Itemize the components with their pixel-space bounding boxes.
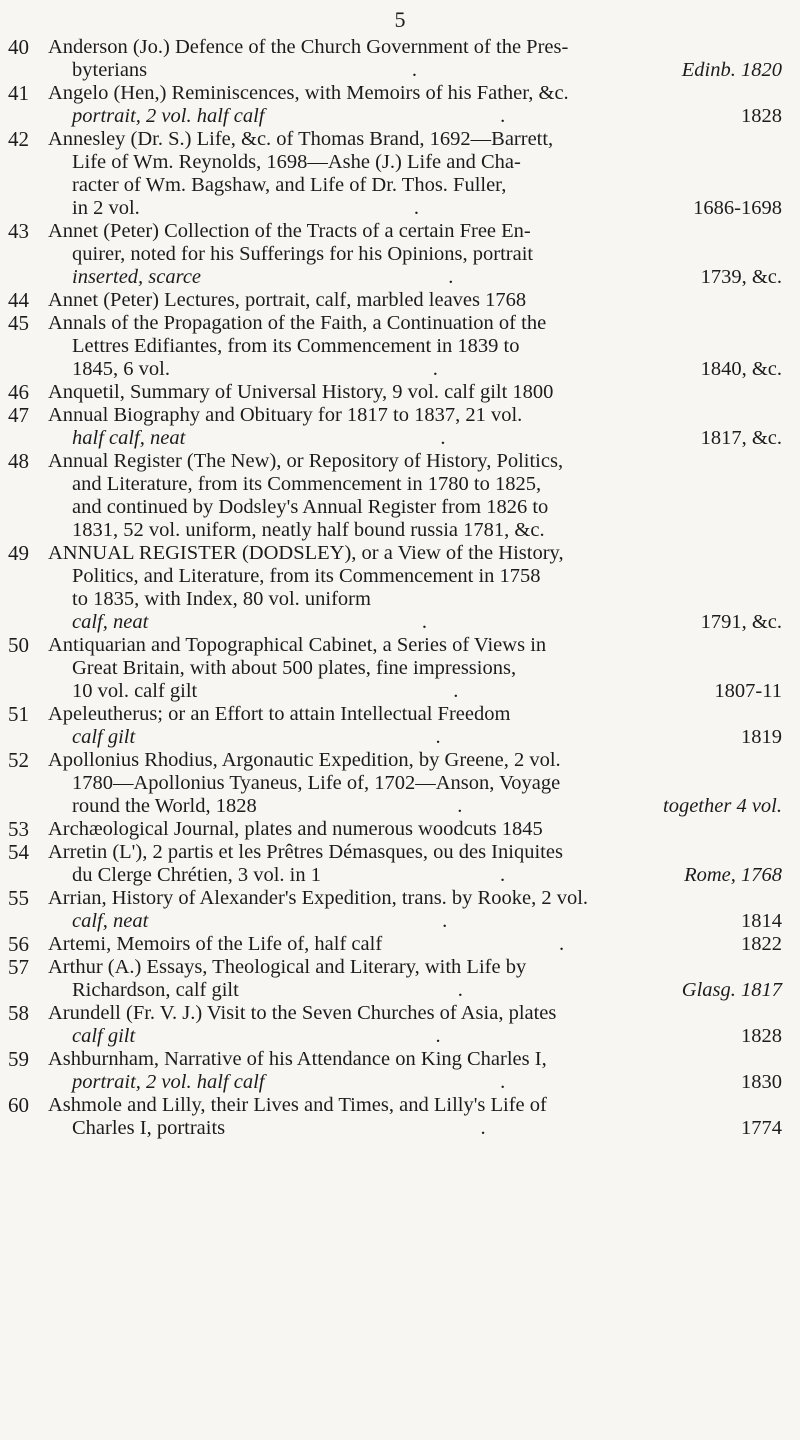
entry-number: 47 xyxy=(8,403,29,427)
leader-dot: . xyxy=(457,795,463,817)
entry-date: 1807-11 xyxy=(714,680,782,702)
entry-imprint xyxy=(0,680,800,703)
entry-description: byterians xyxy=(72,59,148,81)
entry-date: 1791, &c. xyxy=(700,611,782,633)
leader-dot: . xyxy=(500,105,506,127)
catalogue-entry-46 xyxy=(0,381,800,404)
catalogue-entry-50 xyxy=(0,634,800,703)
entry-text-continued: quirer, noted for his Sufferings for his Opinions, portrait xyxy=(72,243,534,265)
entry-number: 60 xyxy=(8,1093,29,1117)
entry-text: Anquetil, Summary of Universal History, 9 vol. calf gilt 1800 xyxy=(48,381,554,403)
entry-imprint xyxy=(0,1117,800,1140)
entry-text: Angelo (Hen,) Reminiscences, with Memoirs of his Father, &c. xyxy=(48,82,569,104)
entry-description: 10 vol. calf gilt xyxy=(72,680,198,702)
entry-text: Arthur (A.) Essays, Theological and Literary, with Life by xyxy=(48,956,527,978)
entry-date: 1822 xyxy=(741,933,782,955)
entry-imprint xyxy=(0,979,800,1002)
entry-description: calf, neat xyxy=(72,611,149,633)
entry-number: 52 xyxy=(8,748,29,772)
entry-text-continued: and Literature, from its Commencement in 1780 to 1825, xyxy=(72,473,542,495)
leader-dot: . xyxy=(411,59,418,81)
entry-number: 55 xyxy=(8,886,29,910)
entry-date: together 4 vol. xyxy=(663,795,782,817)
entry-text: Annet (Peter) Collection of the Tracts of a certain Free En- xyxy=(48,220,531,242)
entry-date: Edinb. 1820 xyxy=(681,59,782,81)
entry-text: Annet (Peter) Lectures, portrait, calf, marbled leaves 1768 xyxy=(48,289,527,311)
catalogue-entry-41 xyxy=(0,82,800,128)
entry-text-continued: Lettres Edifiantes, from its Commencement in 1839 to xyxy=(72,335,520,357)
entry-text: Annual Register (The New), or Repository of History, Politics, xyxy=(48,450,564,472)
entry-text: Anderson (Jo.) Defence of the Church Government of the Pres- xyxy=(48,36,569,58)
entry-text: Arundell (Fr. V. J.) Visit to the Seven Churches of Asia, plates xyxy=(48,1002,557,1024)
leader-dot: . xyxy=(500,1071,506,1093)
entry-imprint xyxy=(0,933,800,956)
entry-description: du Clerge Chrétien, 3 vol. in 1 xyxy=(72,864,322,886)
leader-dot: . xyxy=(432,358,438,380)
entry-number: 56 xyxy=(8,932,29,956)
entry-imprint xyxy=(0,427,800,450)
entry-text: Antiquarian and Topographical Cabinet, a Series of Views in xyxy=(48,634,547,656)
catalogue-entry-55 xyxy=(0,887,800,933)
leader-dot: . xyxy=(480,1117,486,1139)
catalogue-entry-56 xyxy=(0,933,800,956)
leader-dot: . xyxy=(448,266,454,288)
entry-imprint xyxy=(0,1025,800,1048)
entry-description: 1845, 6 vol. xyxy=(72,358,170,380)
entry-text-continued: Life of Wm. Reynolds, 1698—Ashe (J.) Life and Cha- xyxy=(72,151,521,173)
entry-imprint xyxy=(0,910,800,933)
leader-dot: . xyxy=(453,680,459,702)
entry-description: portrait, 2 vol. half calf xyxy=(72,105,265,127)
entry-text-continued: and continued by Dodsley's Annual Register from 1826 to xyxy=(72,496,549,518)
entry-imprint xyxy=(0,611,800,634)
catalogue-entry-60 xyxy=(0,1094,800,1140)
entry-date: 1830 xyxy=(741,1071,782,1093)
entry-text: ANNUAL REGISTER (DODSLEY), or a View of the History, xyxy=(48,542,564,564)
leader-dot: . xyxy=(499,864,506,886)
entry-description: Artemi, Memoirs of the Life of, half calf xyxy=(48,933,383,955)
entry-text: Ashmole and Lilly, their Lives and Times, and Lilly's Life of xyxy=(48,1094,547,1116)
entry-number: 50 xyxy=(8,633,29,657)
leader-dot: . xyxy=(435,1025,441,1047)
catalogue-entry-57 xyxy=(0,956,800,1002)
entry-date: 1814 xyxy=(741,910,782,932)
entry-number: 57 xyxy=(8,955,29,979)
entry-imprint xyxy=(0,1071,800,1094)
entry-text: Annesley (Dr. S.) Life, &c. of Thomas Brand, 1692—Barrett, xyxy=(48,128,554,150)
catalogue-entry-52 xyxy=(0,749,800,818)
catalogue-entry-53 xyxy=(0,818,800,841)
catalogue-entry-49 xyxy=(0,542,800,634)
catalogue-entry-47 xyxy=(0,404,800,450)
entry-text-continued: racter of Wm. Bagshaw, and Life of Dr. Thos. Fuller, xyxy=(72,174,507,196)
leader-dot: . xyxy=(421,611,427,633)
entry-number: 48 xyxy=(8,449,29,473)
entry-text: Arrian, History of Alexander's Expedition, trans. by Rooke, 2 vol. xyxy=(48,887,589,909)
entry-description: inserted, scarce xyxy=(72,266,202,288)
entry-date: 1686-1698 xyxy=(693,197,782,219)
entry-description: half calf, neat xyxy=(72,427,186,449)
catalogue-entry-40 xyxy=(0,36,800,82)
entry-date: 1819 xyxy=(741,726,782,748)
entry-description: portrait, 2 vol. half calf xyxy=(72,1071,265,1093)
entry-text: Apeleutherus; or an Effort to attain Intellectual Freedom xyxy=(48,703,511,725)
entry-date: 1828 xyxy=(741,105,782,127)
entry-text-continued: to 1835, with Index, 80 vol. uniform xyxy=(72,588,371,610)
entry-text-continued: 1831, 52 vol. uniform, neatly half bound russia 1781, &c. xyxy=(72,519,545,541)
entry-date: 1817, &c. xyxy=(700,427,782,449)
entry-number: 45 xyxy=(8,311,29,335)
page-number: 5 xyxy=(394,7,406,32)
entry-number: 53 xyxy=(8,817,29,841)
entry-date: Rome, 1768 xyxy=(684,864,782,886)
entry-number: 42 xyxy=(8,127,29,151)
entry-date: Glasg. 1817 xyxy=(681,979,782,1001)
entry-imprint xyxy=(0,864,800,887)
entry-date: 1739, &c. xyxy=(700,266,782,288)
entry-imprint xyxy=(0,358,800,381)
catalogue-entry-43 xyxy=(0,220,800,289)
entry-number: 49 xyxy=(8,541,29,565)
entry-description: round the World, 1828 xyxy=(72,795,257,817)
leader-dot: . xyxy=(559,933,565,955)
catalogue-entry-59 xyxy=(0,1048,800,1094)
entry-text: Archæological Journal, plates and numerous woodcuts 1845 xyxy=(48,818,543,840)
entry-number: 51 xyxy=(8,702,29,726)
entry-number: 40 xyxy=(8,35,29,59)
entry-description: Charles I, portraits xyxy=(72,1117,226,1139)
entry-text: Annals of the Propagation of the Faith, a Continuation of the xyxy=(48,312,547,334)
entry-description: calf gilt xyxy=(72,726,136,748)
catalogue-entry-42 xyxy=(0,128,800,220)
entry-date: 1774 xyxy=(741,1117,782,1139)
catalogue-entry-58 xyxy=(0,1002,800,1048)
leader-dot: . xyxy=(413,197,420,219)
catalogue-entry-54 xyxy=(0,841,800,887)
entry-description: calf gilt xyxy=(72,1025,136,1047)
entry-text: Arretin (L'), 2 partis et les Prêtres Démasques, ou des Iniquites xyxy=(48,841,563,863)
entry-number: 44 xyxy=(8,288,29,312)
entry-imprint xyxy=(0,795,800,818)
catalogue-entry-48 xyxy=(0,450,800,542)
leader-dot: . xyxy=(435,726,441,748)
entry-description: in 2 vol. xyxy=(72,197,140,219)
catalogue-list xyxy=(0,36,800,1140)
catalogue-entry-51 xyxy=(0,703,800,749)
entry-imprint xyxy=(0,726,800,749)
entry-text-continued: Politics, and Literature, from its Commencement in 1758 xyxy=(72,565,541,587)
entry-text-continued: 1780—Apollonius Tyaneus, Life of, 1702—Anson, Voyage xyxy=(72,772,561,794)
entry-number: 43 xyxy=(8,219,29,243)
leader-dot: . xyxy=(440,427,446,449)
entry-text: Annual Biography and Obituary for 1817 to 1837, 21 vol. xyxy=(48,404,523,426)
entry-imprint xyxy=(0,266,800,289)
entry-number: 46 xyxy=(8,380,29,404)
entry-description: Richardson, calf gilt xyxy=(72,979,239,1001)
entry-description: calf, neat xyxy=(72,910,149,932)
entry-imprint xyxy=(0,197,800,220)
entry-number: 59 xyxy=(8,1047,29,1071)
leader-dot: . xyxy=(442,910,448,932)
entry-number: 58 xyxy=(8,1001,29,1025)
catalogue-entry-45 xyxy=(0,312,800,381)
leader-dot: . xyxy=(457,979,463,1001)
entry-date: 1840, &c. xyxy=(700,358,782,380)
entry-imprint xyxy=(0,59,800,82)
entry-date: 1828 xyxy=(741,1025,782,1047)
entry-number: 41 xyxy=(8,81,29,105)
entry-number: 54 xyxy=(8,840,29,864)
entry-text: Ashburnham, Narrative of his Attendance on King Charles I, xyxy=(48,1048,547,1070)
entry-imprint xyxy=(0,105,800,128)
entry-text: Apollonius Rhodius, Argonautic Expedition, by Greene, 2 vol. xyxy=(48,749,561,771)
entry-text-continued: Great Britain, with about 500 plates, fine impressions, xyxy=(72,657,517,679)
catalogue-entry-44 xyxy=(0,289,800,312)
